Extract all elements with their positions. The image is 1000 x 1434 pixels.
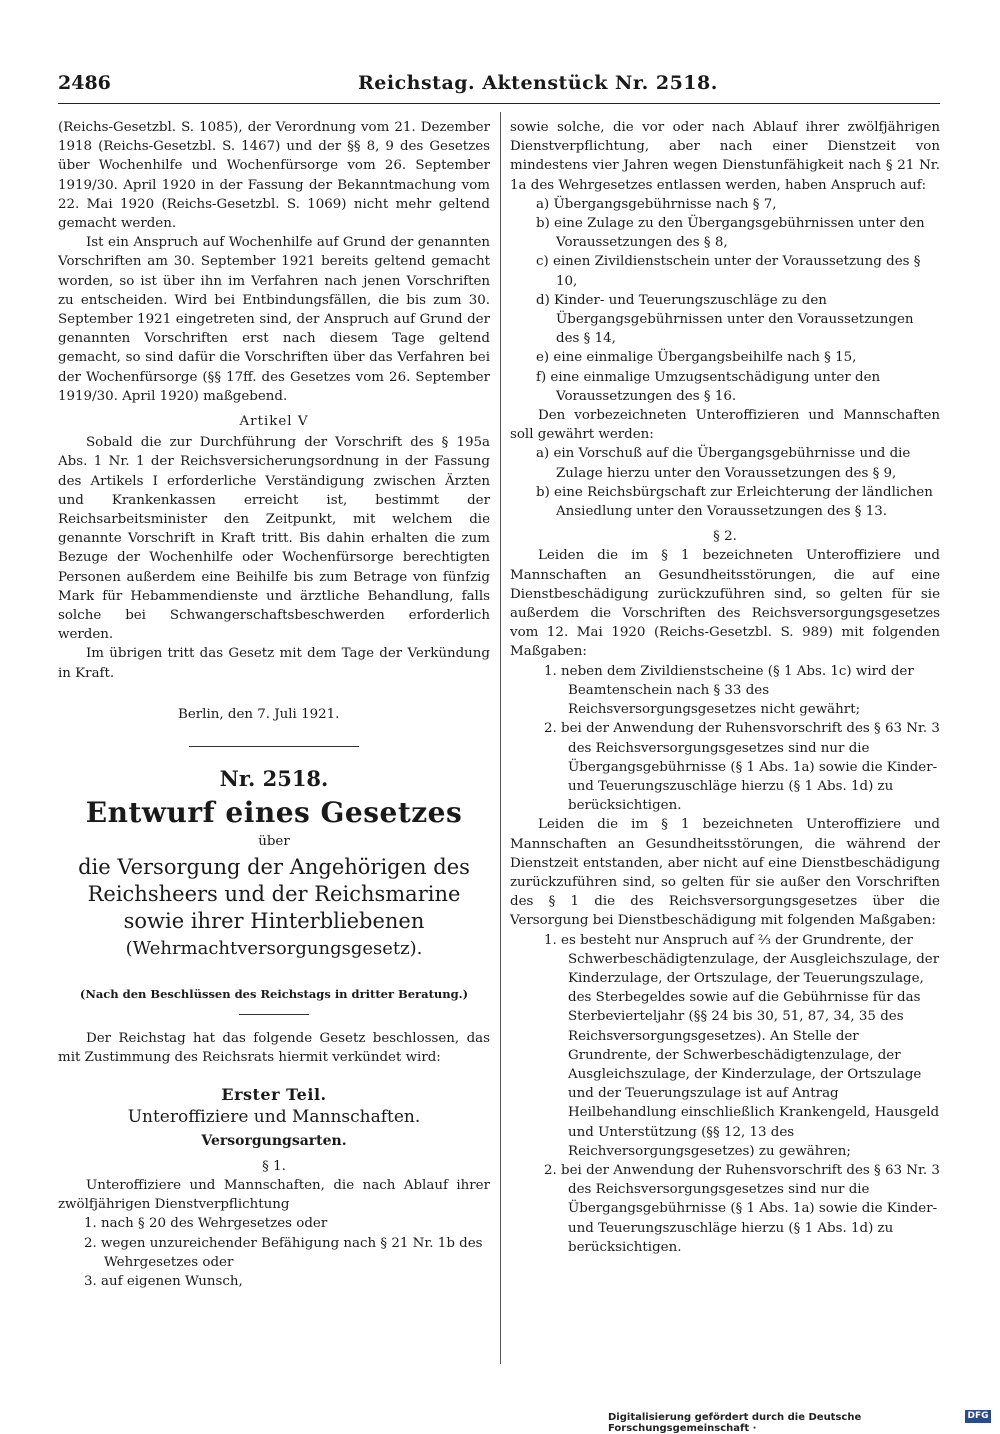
paragraph: Sobald die zur Durchführung der Vorschrift des § 195a Abs. 1 Nr. 1 der Reichsversicherungsordnung in der Fassung des Artikels I erforderliche Verständigung zwischen Ärzten und Krankenkassen erreicht ist, bestimmt der Reichsarbeitsminister den Zeitpunkt, mit welchem die genannte Vorschrift in Kraft tritt. Bis dahin erhalten die zum Bezuge der Wochenhilfe oder Wochenfürsorge berechtigten Personen außerdem eine Beihilfe bis zum Betrage von fünfzig Mark für Hebammendienste und ärztliche Behandlung, falls solche bei Schwangerschaftsbeschwerden erforderlich werden. — [58, 435, 490, 643]
list-item: 1. es besteht nur Anspruch auf ⅔ der Grundrente, der Schwerbeschädigtenzulage, der Ausgleichszulage, der Kinderzulage, der Ortszulage, der Teuerungszulage, des Sterbegeldes sowie auf die Gebührnisse für das Sterbevierteljahr (§§ 24 bis 30, 51, 87, 34, 35 des Reichsversorgungsgesetzes). An Stelle der Grundrente, der Schwerbeschädigtenzulage, der Ausgleichszulage, der Kinderzulage, der Ortszulage und der Teuerungszulage ist auf Antrag Heilbehandlung einschließlich Krankengeld, Hausgeld und Unterstützung (§§ 12, 13 des Reichversorgungsgesetzes) zu gewähren; — [544, 932, 940, 1159]
enactment-clause: Der Reichstag hat das folgende Gesetz beschlossen, das mit Zustimmung des Reichsrats hiermit verkündet wird: — [58, 1030, 490, 1065]
law-subject: die Versorgung der Angehörigen des Reichsheers und der Reichsmarine sowie ihrer Hinterbliebenen — [78, 854, 470, 933]
list-item: f) eine einmalige Umzugsentschädigung unter den Voraussetzungen des § 16. — [536, 369, 881, 404]
paragraph: Den vorbezeichneten Unteroffizieren und Mannschaften soll gewährt werden: — [510, 408, 940, 443]
list-item: a) ein Vorschuß auf die Übergangsgebührnisse und die Zulage hierzu unter den Voraussetzungen des § 9, — [536, 446, 911, 481]
list-item: 1. nach § 20 des Wehrgesetzes oder — [84, 1216, 328, 1232]
column-divider — [500, 112, 501, 1364]
list-item: d) Kinder- und Teuerungszuschläge zu den Übergangsgebührnissen unter den Voraussetzungen des § 14, — [536, 292, 914, 347]
list-item: 2. bei der Anwendung der Ruhensvorschrift des § 63 Nr. 3 des Reichsversorgungsgesetzes sind nur die Übergangsgebührnisse (§ 1 Abs. 1a) sowie die Kinder- und Teuerungszuschläge hierzu (§ 1 Abs. 1d) zu berücksichtigen. — [544, 721, 940, 814]
right-column — [510, 118, 940, 1257]
section-rule — [189, 746, 359, 747]
signature-line: Berlin, den 7. Juli 1921. — [178, 706, 340, 722]
dfg-logo: DFG — [965, 1410, 991, 1423]
header-rule — [58, 103, 940, 104]
section-group-heading: Versorgungsarten. — [201, 1132, 347, 1149]
page-number: 2486 — [58, 72, 111, 94]
article-heading: Artikel V — [239, 414, 309, 430]
paragraph: Ist ein Anspruch auf Wochenhilfe auf Grund der genannten Vorschriften am 30. September 1921 bereits geltend gemacht worden, so ist über ihn im Verfahren nach jenen Vorschriften zu entscheiden. Wird bei Entbindungsfällen, die bis zum 30. September 1921 eingetreten sind, der Anspruch auf Grund der genannten Vorschriften erst nach diesem Tage geltend gemacht, so sind dafür die Vorschriften über das Verfahren bei der Wochenfürsorge (§§ 17ff. des Gesetzes vom 26. September 1919/30. April 1920) maßgebend. — [58, 235, 490, 404]
section-number: § 2. — [713, 529, 737, 545]
paragraph: Im übrigen tritt das Gesetz mit dem Tage der Verkündung in Kraft. — [58, 646, 490, 681]
part-heading: Erster Teil. — [221, 1085, 327, 1105]
draft-title: Entwurf eines Gesetzes — [85, 796, 463, 830]
list-item: 1. neben dem Zivildienstscheine (§ 1 Abs. 1c) wird der Beamtenschein nach § 33 des Reichsversorgungsgesetzes nicht gewährt; — [544, 663, 914, 718]
paragraph: Unteroffiziere und Mannschaften, die nach Ablauf ihrer zwölfjährigen Dienstverpflichtung — [58, 1177, 490, 1213]
list-item: 3. auf eigenen Wunsch, — [84, 1273, 243, 1289]
list-item: b) eine Zulage zu den Übergangsgebührnissen unter den Voraussetzungen des § 8, — [536, 216, 925, 251]
list-item: a) Übergangsgebührnisse nach § 7, — [536, 196, 777, 212]
digitization-credit: Digitalisierung gefördert durch die Deutsche Forschungsgemeinschaft · — [608, 1412, 862, 1434]
running-title: Reichstag. Aktenstück Nr. 2518. — [358, 72, 718, 94]
document-number: Nr. 2518. — [219, 766, 329, 792]
paragraph: (Reichs-Gesetzbl. S. 1085), der Verordnung vom 21. Dezember 1918 (Reichs-Gesetzbl. S. 1467) und der §§ 8, 9 des Gesetzes über Wochenhilfe und Wochenfürsorge vom 26. September 1919/30. April 1920 in der Fassung der Bekanntmachung vom 22. Mai 1920 (Reichs-Gesetzbl. S. 1069) nicht mehr geltend gemacht werden. — [58, 120, 490, 232]
paragraph: sowie solche, die vor oder nach Ablauf ihrer zwölfjährigen Dienstverpflichtung, aber nach einer Dienstzeit von mindestens vier Jahren wegen Dienstunfähigkeit nach § 21 Nr. 1a des Wehrgesetzes entlassen werden, haben Anspruch auf: — [510, 120, 940, 193]
list-item: 2. wegen unzureichender Befähigung nach § 21 Nr. 1b des Wehrgesetzes oder — [84, 1235, 483, 1270]
list-item: c) einen Zivildienstschein unter der Voraussetzung des § 10, — [536, 254, 921, 289]
left-column — [58, 118, 490, 1291]
list-item: b) eine Reichsbürgschaft zur Erleichterung der ländlichen Ansiedlung unter den Voraussetzungen des § 13. — [536, 484, 933, 520]
reading-note: (Nach den Beschlüssen des Reichstags in dritter Beratung.) — [79, 986, 469, 1001]
title-connector: über — [258, 834, 290, 850]
list-item: e) eine einmalige Übergangsbeihilfe nach § 15, — [536, 350, 857, 366]
page-header — [58, 72, 940, 98]
list-item: 2. bei der Anwendung der Ruhensvorschrift des § 63 Nr. 3 des Reichsversorgungsgesetzes sind nur die Übergangsgebührnisse (§ 1 Abs. 1a) sowie die Kinder- und Teuerungszuschläge hierzu (§ 1 Abs. 1d) zu berücksichtigen. — [544, 1162, 940, 1255]
paragraph: Leiden die im § 1 bezeichneten Unteroffiziere und Mannschaften an Gesundheitsstörungen, die während der Dienstzeit entstanden, aber nicht auf eine Dienstbeschädigung zurückzuführen sind, so gelten für sie außer den Vorschriften des § 1 die des Reichsversorgungsgesetzes über die Versorgung bei Dienstbeschädigung mit folgenden Maßgaben: — [510, 817, 940, 929]
short-rule — [239, 1014, 309, 1015]
paragraph: Leiden die im § 1 bezeichneten Unteroffiziere und Mannschaften an Gesundheitsstörungen, die auf eine Dienstbeschädigung zurückzuführen sind, so gelten für sie außerdem die Vorschriften des Reichsversorgungsgesetzes vom 12. Mai 1920 (Reichs-Gesetzbl. S. 989) mit folgenden Maßgaben: — [510, 548, 940, 660]
law-short-name: (Wehrmachtversorgungsgesetz). — [125, 937, 423, 959]
section-number: § 1. — [262, 1158, 286, 1174]
part-subheading: Unteroffiziere und Mannschaften. — [127, 1107, 421, 1128]
